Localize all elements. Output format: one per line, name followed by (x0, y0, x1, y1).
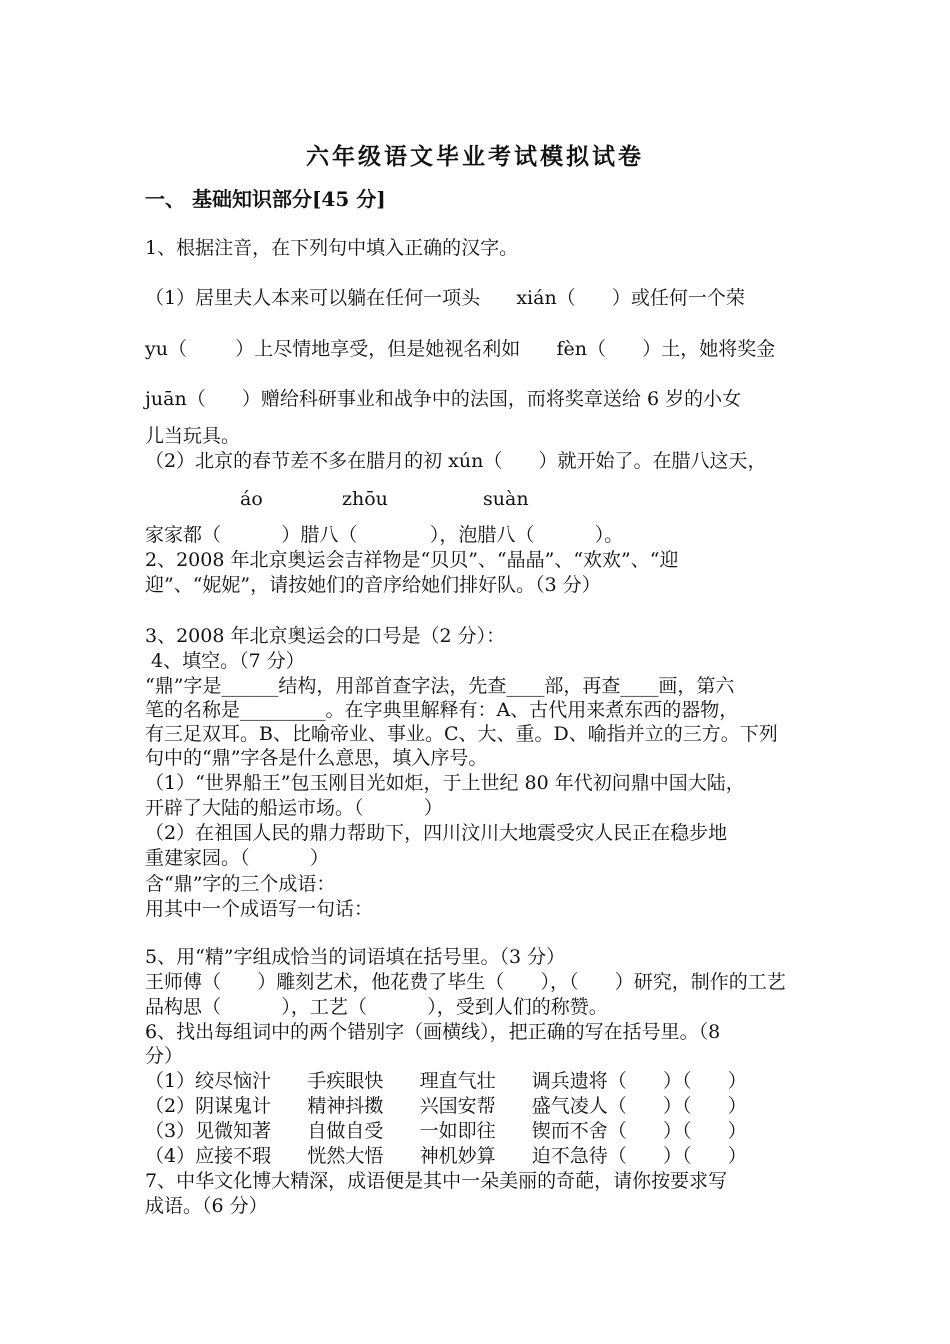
question-line: 7、中华文化博大精深，成语便是其中一朵美丽的奇葩，请你按要求写 (145, 1170, 728, 1192)
question-line: 含“鼎”字的三个成语： (145, 873, 336, 895)
question-line: juān（ ）赠给科研事业和战争中的法国，而将奖章送给 6 岁的小女 (145, 388, 742, 410)
question-line: 用其中一个成语写一句话： (145, 898, 374, 920)
question-line: （2）阴谋鬼计 精神抖擞 兴国安帮 盛气凌人（ ）（ ） (145, 1095, 747, 1117)
question-line: （2）北京的春节差不多在腊月的初 xún（ ）就开始了。在腊八这天， (145, 450, 767, 472)
question-line: 有三足双耳。B、比喻帝业、事业。C、大、重。D、喻指并立的三方。下列 (145, 723, 778, 745)
question-line: 4、填空。（7 分） (145, 650, 305, 672)
question-line: 开辟了大陆的船运市场。（ ） (145, 797, 443, 819)
page-title: 六年级语文毕业考试模拟试卷 (306, 143, 644, 170)
question-line: 1、根据注音，在下列句中填入正确的汉字。 (145, 237, 519, 259)
question-line: （4）应接不瑕 恍然大悟 神机妙算 迫不急待（ ）（ ） (145, 1145, 747, 1167)
pinyin-ao: áo (240, 488, 263, 510)
question-line: 王师傅（ ）雕刻艺术，他花费了毕生（ ），（ ）研究，制作的工艺 (145, 971, 786, 993)
question-line: 句中的“鼎”字各是什么意思，填入序号。 (145, 747, 488, 769)
question-line: （2）在祖国人民的鼎力帮助下，四川汶川大地震受灾人民正在稳步地 (145, 822, 728, 844)
question-line: （3）见微知著 自做自受 一如即往 锲而不舍（ ）（ ） (145, 1120, 747, 1142)
question-line: 笔的名称是_________。在字典里解释有：A、古代用来煮东西的器物， (145, 699, 739, 721)
question-line: 分） (145, 1045, 184, 1067)
question-line: 儿当玩具。 (145, 425, 241, 447)
question-line: （1）绞尽恼汁 手疾眼快 理直气壮 调兵遗将（ ）（ ） (145, 1070, 747, 1092)
question-line: “鼎”字是______结构，用部首查字法，先查____部，再查____画，第六 (145, 675, 735, 697)
question-line: 家家都（ ）腊八（ ），泡腊八（ ）。 (145, 524, 624, 546)
pinyin-zhou: zhōu (342, 488, 388, 510)
question-line: 6、找出每组词中的两个错别字（画横线），把正确的写在括号里。（8 (145, 1021, 721, 1043)
question-line: 3、2008 年北京奥运会的口号是（2 分）： (145, 625, 506, 647)
section-heading: 一、 基础知识部分[45 分] (145, 187, 386, 211)
question-line: yu（ ）上尽情地享受，但是她视名利如 fèn（ ）土，她将奖金 (145, 338, 776, 360)
question-line: 2、2008 年北京奥运会吉祥物是“贝贝”、“晶晶”、“欢欢”、“迎 (145, 549, 679, 571)
pinyin-suan: suàn (483, 488, 529, 510)
question-line: （1）居里夫人本来可以躺在任何一项头 xián（ ）或任何一个荣 (145, 287, 745, 309)
question-line: 品构思（ ），工艺（ ），受到人们的称赞。 (145, 996, 608, 1018)
question-line: 5、用“精”字组成恰当的词语填在括号里。（3 分） (145, 946, 566, 968)
question-line: （1）“世界船王”包玉刚目光如炬，于上世纪 80 年代初问鼎中国大陆， (145, 772, 745, 794)
question-line: 成语。（6 分） (145, 1195, 268, 1217)
question-line: 迎”、“妮妮”，请按她们的音序给她们排好队。（3 分） (145, 574, 601, 596)
question-line: 重建家园。（ ） (145, 847, 329, 869)
